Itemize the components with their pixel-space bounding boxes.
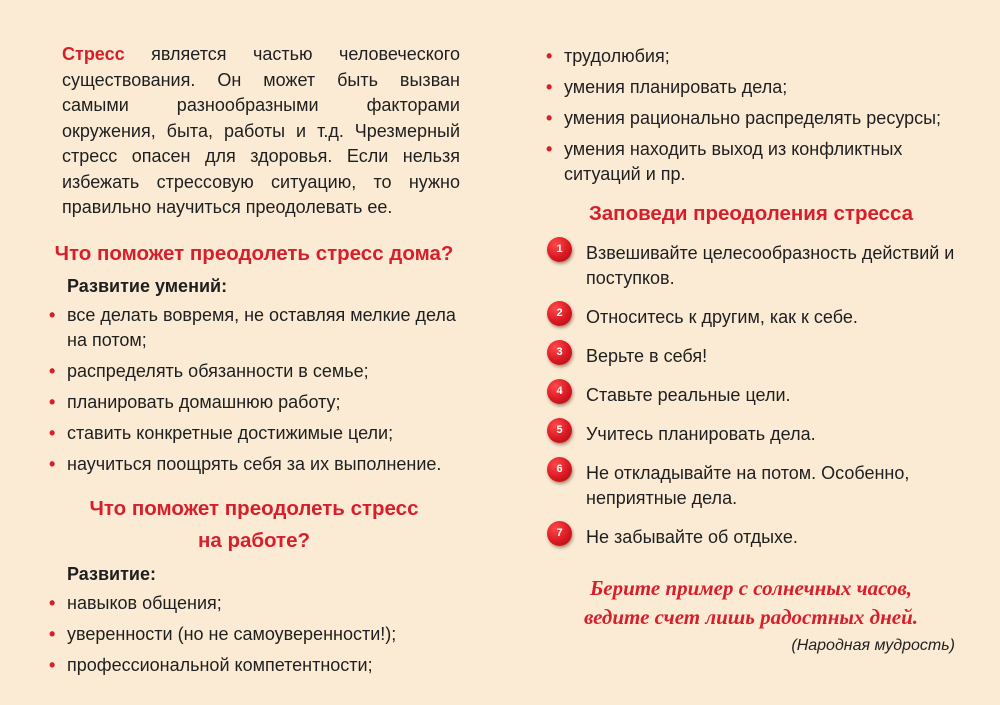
proverb-quote	[545, 574, 957, 632]
home-heading: Что поможет преодолеть стресс дома?	[54, 241, 454, 265]
number-badge-icon: 5	[547, 418, 572, 443]
list-item: • профессиональной компетентности;	[48, 653, 460, 678]
bullet-icon: •	[546, 108, 553, 128]
work-heading-line2: на работе?	[197, 528, 311, 552]
rule-item: 1 Взвешивайте целесообразность действий и поступков.	[545, 241, 957, 291]
number-badge-icon: 4	[547, 379, 572, 404]
rule-item: 6 Не откладывайте на потом. Особенно, неприятные дела.	[545, 461, 957, 511]
number-badge-icon: 1	[547, 237, 572, 262]
bullet-icon: •	[546, 46, 553, 66]
bullet-icon: •	[49, 623, 56, 644]
bullet-icon: •	[49, 360, 56, 381]
bullet-icon: •	[49, 304, 56, 325]
bullet-icon: •	[49, 654, 56, 675]
bullet-icon: •	[546, 139, 553, 159]
quote-source: (Народная мудрость)	[791, 637, 955, 654]
work-list-part2	[545, 44, 957, 187]
list-item: • умения рационально распределять ресурсы;	[545, 106, 957, 131]
work-list-part1	[48, 591, 460, 678]
list-item: • умения находить выход из конфликтных ситуаций и пр.	[546, 139, 903, 184]
list-item: • уверенности (но не самоуверенности!);	[48, 622, 460, 647]
number-badge-icon: 6	[547, 457, 572, 482]
list-item: • планировать домашнюю работу;	[48, 390, 460, 415]
number-badge-icon: 7	[547, 521, 572, 546]
quote-line2: ведите счет лишь радостных дней.	[583, 605, 919, 629]
right-column	[545, 44, 957, 655]
home-subtitle: Развитие умений:	[67, 275, 228, 296]
work-heading-line1: Что поможет преодолеть стресс	[89, 496, 419, 520]
quote-line1: Берите пример с солнечных часов,	[589, 576, 913, 600]
rule-item: 3 Верьте в себя!	[545, 344, 957, 369]
bullet-icon: •	[49, 592, 56, 613]
number-badge-icon: 3	[547, 340, 572, 365]
list-item: • все делать вовремя, не оставляя мелкие дела на потом;	[49, 304, 456, 350]
rule-item: 2 Относитесь к другим, как к себе.	[545, 305, 957, 330]
work-heading	[48, 493, 460, 557]
bullet-icon: •	[49, 391, 56, 412]
rule-item: 5 Учитесь планировать дела.	[545, 422, 957, 447]
work-subtitle: Развитие:	[67, 563, 156, 584]
list-item: • ставить конкретные достижимые цели;	[48, 421, 460, 446]
rules-heading: Заповеди преодоления стресса	[588, 202, 914, 225]
bullet-icon: •	[49, 422, 56, 443]
rules-list	[545, 241, 957, 550]
number-badge-icon: 2	[547, 301, 572, 326]
rule-item: 4 Ставьте реальные цели.	[545, 383, 957, 408]
left-column	[48, 42, 460, 684]
home-list	[48, 303, 460, 477]
rule-item: 7 Не забывайте об отдыхе.	[545, 525, 957, 550]
list-item: • трудолюбия;	[545, 44, 957, 69]
list-item: • распределять обязанности в семье;	[48, 359, 460, 384]
list-item: • умения планировать дела;	[545, 75, 957, 100]
bullet-icon: •	[546, 77, 553, 97]
list-item: • научиться поощрять себя за их выполнение.	[48, 452, 460, 477]
intro-text: является частью человеческого существования. Он может быть вызван самыми разнообразными факторами окружения, быта, работы и т.д. Чрезмерный стресс опасен для здоровья. Если нельзя избежать стрессовую ситуацию, то нужно правильно научиться преодолевать ее.	[62, 44, 460, 217]
intro-paragraph	[62, 42, 460, 221]
list-item: • навыков общения;	[48, 591, 460, 616]
intro-lead-word: Стресс	[62, 44, 125, 64]
bullet-icon: •	[49, 453, 56, 474]
